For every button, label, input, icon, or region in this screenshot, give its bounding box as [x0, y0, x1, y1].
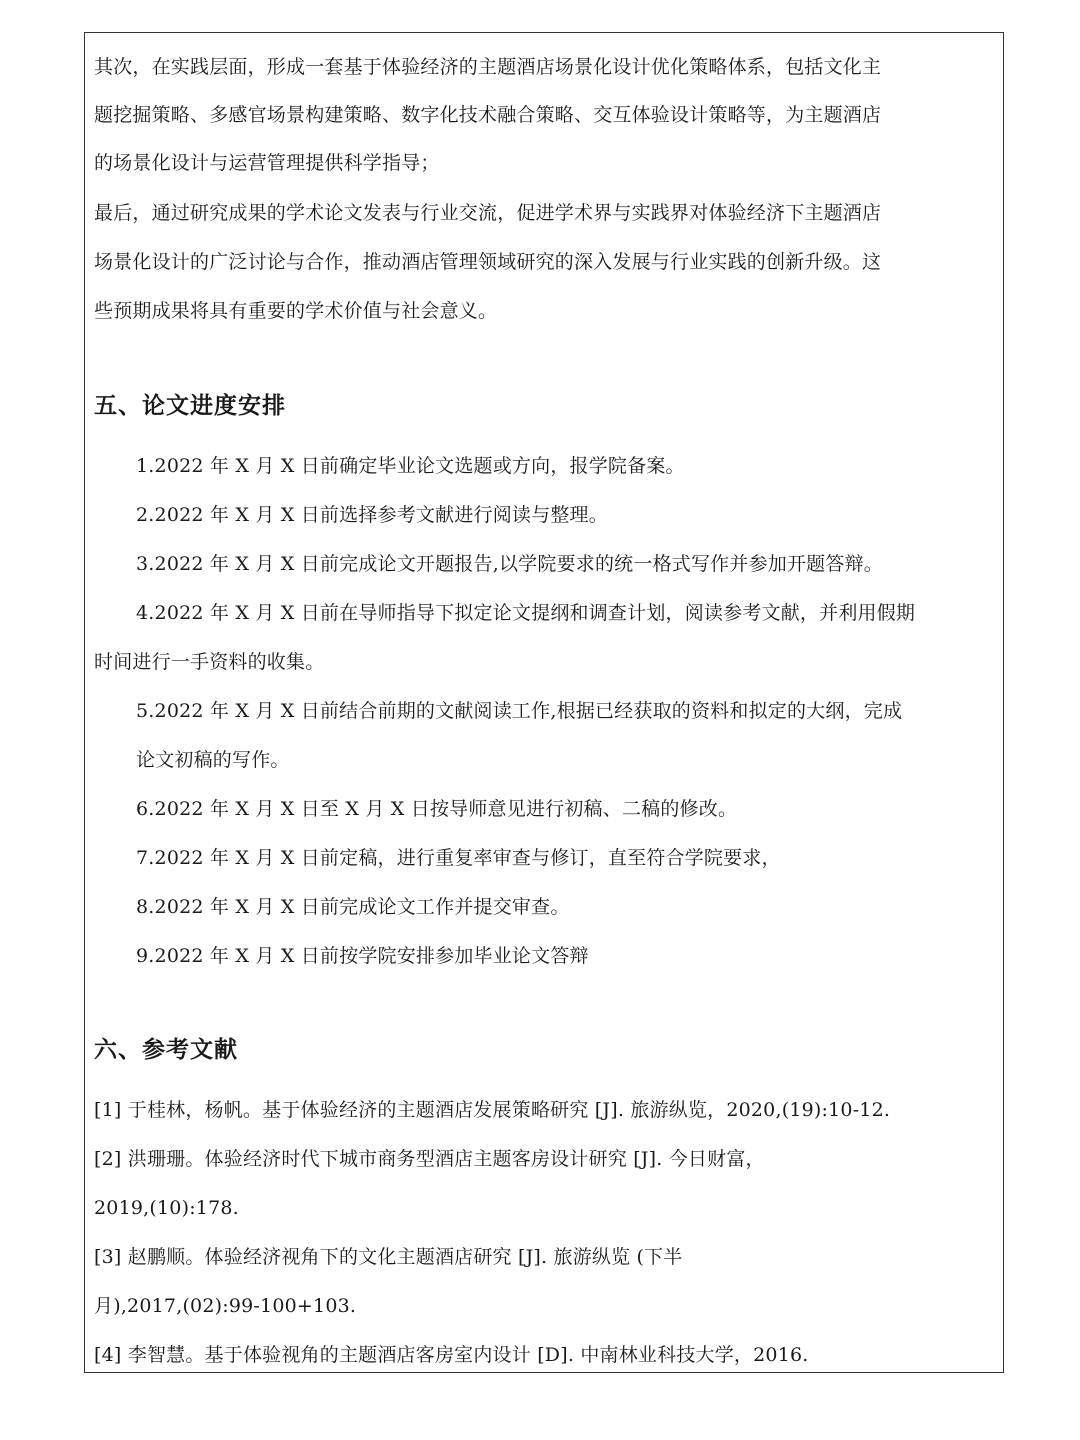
schedule-item-continuation: 论文初稿的写作。 — [136, 749, 290, 771]
schedule-item: 5.2022 年 X 月 X 日前结合前期的文献阅读工作,根据已经获取的资料和拟定的大纲，完成 — [136, 700, 903, 722]
reference-item-continuation: 2019,(10):178. — [94, 1197, 239, 1219]
reference-item: [1] 于桂林，杨帆。基于体验经济的主题酒店发展策略研究 [J]. 旅游纵览，2020,(19):10-12. — [94, 1099, 891, 1121]
reference-item: [2] 洪珊珊。体验经济时代下城市商务型酒店主题客房设计研究 [J]. 今日财富， — [94, 1148, 765, 1170]
schedule-item: 1.2022 年 X 月 X 日前确定毕业论文选题或方向，报学院备案。 — [136, 455, 685, 477]
intro-line: 题挖掘策略、多感官场景构建策略、数字化技术融合策略、交互体验设计策略等，为主题酒店 — [94, 104, 882, 126]
schedule-item: 8.2022 年 X 月 X 日前完成论文工作并提交审查。 — [136, 896, 570, 918]
reference-item-continuation: 月),2017,(02):99-100+103. — [94, 1295, 357, 1317]
schedule-item: 9.2022 年 X 月 X 日前按学院安排参加毕业论文答辩 — [136, 945, 589, 967]
intro-line: 些预期成果将具有重要的学术价值与社会意义。 — [94, 300, 498, 322]
schedule-item: 2.2022 年 X 月 X 日前选择参考文献进行阅读与整理。 — [136, 504, 608, 526]
intro-line: 最后，通过研究成果的学术论文发表与行业交流，促进学术界与实践界对体验经济下主题酒店 — [94, 202, 882, 224]
schedule-heading: 五、论文进度安排 — [94, 393, 286, 419]
reference-item: [4] 李智慧。基于体验视角的主题酒店客房室内设计 [D]. 中南林业科技大学，2016. — [94, 1344, 809, 1366]
intro-line: 其次，在实践层面，形成一套基于体验经济的主题酒店场景化设计优化策略体系，包括文化主 — [94, 56, 882, 78]
schedule-item: 7.2022 年 X 月 X 日前定稿，进行重复率审查与修订，直至符合学院要求， — [136, 847, 781, 869]
schedule-item: 6.2022 年 X 月 X 日至 X 月 X 日按导师意见进行初稿、二稿的修改。 — [136, 798, 738, 820]
schedule-item: 4.2022 年 X 月 X 日前在导师指导下拟定论文提纲和调查计划，阅读参考文献，并利用假期 — [136, 602, 916, 624]
references-heading: 六、参考文献 — [94, 1037, 238, 1063]
schedule-item-continuation: 时间进行一手资料的收集。 — [94, 651, 325, 673]
intro-line: 的场景化设计与运营管理提供科学指导； — [94, 152, 440, 174]
schedule-item: 3.2022 年 X 月 X 日前完成论文开题报告,以学院要求的统一格式写作并参加开题答辩。 — [136, 553, 883, 575]
intro-line: 场景化设计的广泛讨论与合作，推动酒店管理领域研究的深入发展与行业实践的创新升级。这 — [94, 251, 882, 273]
reference-item: [3] 赵鹏顺。体验经济视角下的文化主题酒店研究 [J]. 旅游纵览 (下半 — [94, 1246, 683, 1268]
